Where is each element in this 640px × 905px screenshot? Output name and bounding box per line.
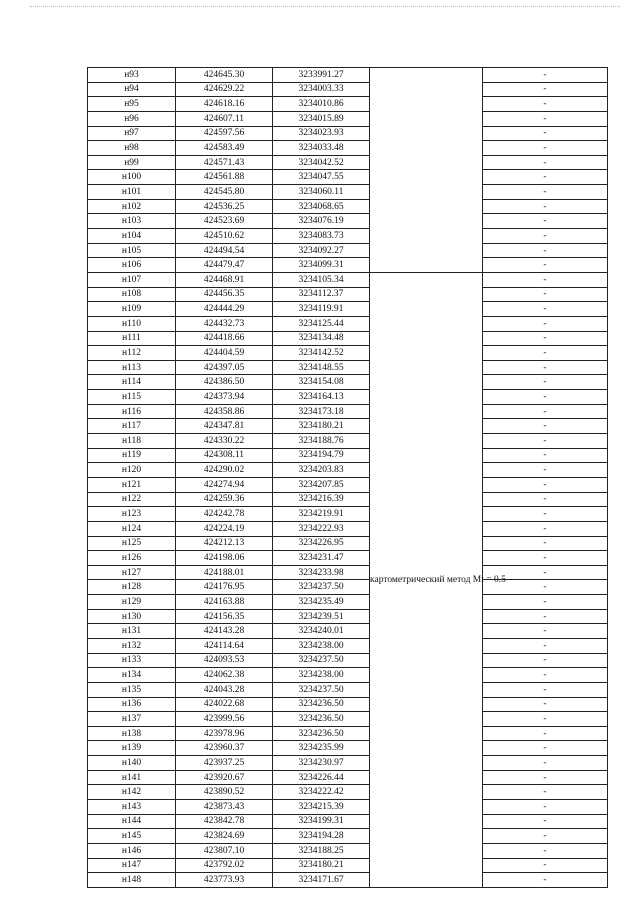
y-coordinate-cell: 3234033.48 bbox=[273, 141, 370, 156]
table-row bbox=[88, 463, 608, 478]
y-coordinate-cell: 3234237.50 bbox=[273, 682, 370, 697]
table-row bbox=[88, 507, 608, 522]
description-cell: - bbox=[483, 214, 608, 229]
point-number-cell: н138 bbox=[88, 726, 176, 741]
description-cell: - bbox=[483, 360, 608, 375]
point-number-cell: н104 bbox=[88, 229, 176, 244]
x-coordinate-cell: 424468.91 bbox=[176, 272, 273, 287]
x-coordinate-cell: 424259.36 bbox=[176, 492, 273, 507]
description-cell: - bbox=[483, 477, 608, 492]
table-row bbox=[88, 536, 608, 551]
y-coordinate-cell: 3234237.50 bbox=[273, 653, 370, 668]
point-number-cell: н106 bbox=[88, 258, 176, 273]
x-coordinate-cell: 423999.56 bbox=[176, 712, 273, 727]
y-coordinate-cell: 3234239.51 bbox=[273, 609, 370, 624]
point-number-cell: н130 bbox=[88, 609, 176, 624]
point-number-cell: н128 bbox=[88, 580, 176, 595]
description-cell: - bbox=[483, 507, 608, 522]
table-row bbox=[88, 199, 608, 214]
point-number-cell: н148 bbox=[88, 873, 176, 888]
y-coordinate-cell: 3234099.31 bbox=[273, 258, 370, 273]
description-cell: - bbox=[483, 609, 608, 624]
table-row bbox=[88, 229, 608, 244]
table-row bbox=[88, 829, 608, 844]
table-row bbox=[88, 214, 608, 229]
table-row bbox=[88, 565, 608, 580]
y-coordinate-cell: 3234215.39 bbox=[273, 800, 370, 815]
point-number-cell: н96 bbox=[88, 111, 176, 126]
x-coordinate-cell: 423807.10 bbox=[176, 843, 273, 858]
description-cell: - bbox=[483, 302, 608, 317]
table-row bbox=[88, 243, 608, 258]
table-row bbox=[88, 375, 608, 390]
point-number-cell: н93 bbox=[88, 68, 176, 83]
table-row bbox=[88, 258, 608, 273]
table-row bbox=[88, 434, 608, 449]
description-cell: - bbox=[483, 668, 608, 683]
table-row bbox=[88, 272, 608, 287]
point-number-cell: н142 bbox=[88, 785, 176, 800]
y-coordinate-cell: 3234092.27 bbox=[273, 243, 370, 258]
x-coordinate-cell: 424444.29 bbox=[176, 302, 273, 317]
point-number-cell: н102 bbox=[88, 199, 176, 214]
coordinates-table bbox=[87, 67, 608, 888]
point-number-cell: н116 bbox=[88, 404, 176, 419]
y-coordinate-cell: 3234154.08 bbox=[273, 375, 370, 390]
x-coordinate-cell: 424418.66 bbox=[176, 331, 273, 346]
table-row bbox=[88, 68, 608, 83]
y-coordinate-cell: 3234076.19 bbox=[273, 214, 370, 229]
table-row bbox=[88, 858, 608, 873]
description-cell: - bbox=[483, 492, 608, 507]
x-coordinate-cell: 424062.38 bbox=[176, 668, 273, 683]
y-coordinate-cell: 3234226.44 bbox=[273, 770, 370, 785]
x-coordinate-cell: 424373.94 bbox=[176, 390, 273, 405]
y-coordinate-cell: 3234235.99 bbox=[273, 741, 370, 756]
x-coordinate-cell: 424397.05 bbox=[176, 360, 273, 375]
table-row bbox=[88, 287, 608, 302]
description-cell: - bbox=[483, 770, 608, 785]
y-coordinate-cell: 3234060.11 bbox=[273, 185, 370, 200]
table-row bbox=[88, 126, 608, 141]
description-cell: - bbox=[483, 375, 608, 390]
x-coordinate-cell: 424404.59 bbox=[176, 346, 273, 361]
description-cell: - bbox=[483, 68, 608, 83]
x-coordinate-cell: 424176.95 bbox=[176, 580, 273, 595]
table-row bbox=[88, 638, 608, 653]
description-cell: - bbox=[483, 82, 608, 97]
description-cell: - bbox=[483, 565, 608, 580]
y-coordinate-cell: 3233991.27 bbox=[273, 68, 370, 83]
point-number-cell: н134 bbox=[88, 668, 176, 683]
point-number-cell: н98 bbox=[88, 141, 176, 156]
x-coordinate-cell: 424224.19 bbox=[176, 521, 273, 536]
description-cell: - bbox=[483, 126, 608, 141]
table-row bbox=[88, 331, 608, 346]
description-cell: - bbox=[483, 624, 608, 639]
description-cell: - bbox=[483, 638, 608, 653]
description-cell: - bbox=[483, 536, 608, 551]
point-number-cell: н103 bbox=[88, 214, 176, 229]
point-number-cell: н135 bbox=[88, 682, 176, 697]
point-number-cell: н131 bbox=[88, 624, 176, 639]
x-coordinate-cell: 424545.80 bbox=[176, 185, 273, 200]
x-coordinate-cell: 423960.37 bbox=[176, 741, 273, 756]
point-number-cell: н108 bbox=[88, 287, 176, 302]
description-cell: - bbox=[483, 697, 608, 712]
description-cell: - bbox=[483, 873, 608, 888]
x-coordinate-cell: 423792.02 bbox=[176, 858, 273, 873]
description-cell: - bbox=[483, 843, 608, 858]
table-row bbox=[88, 697, 608, 712]
description-cell: - bbox=[483, 258, 608, 273]
method-cell-blank bbox=[370, 68, 483, 273]
point-number-cell: н137 bbox=[88, 712, 176, 727]
x-coordinate-cell: 424583.49 bbox=[176, 141, 273, 156]
point-number-cell: н111 bbox=[88, 331, 176, 346]
x-coordinate-cell: 424143.28 bbox=[176, 624, 273, 639]
point-number-cell: н122 bbox=[88, 492, 176, 507]
x-coordinate-cell: 424536.25 bbox=[176, 199, 273, 214]
point-number-cell: н141 bbox=[88, 770, 176, 785]
x-coordinate-cell: 424479.47 bbox=[176, 258, 273, 273]
point-number-cell: н139 bbox=[88, 741, 176, 756]
y-coordinate-cell: 3234207.85 bbox=[273, 477, 370, 492]
point-number-cell: н117 bbox=[88, 419, 176, 434]
table-row bbox=[88, 82, 608, 97]
x-coordinate-cell: 423890.52 bbox=[176, 785, 273, 800]
x-coordinate-cell: 424645.30 bbox=[176, 68, 273, 83]
table-row bbox=[88, 521, 608, 536]
description-cell: - bbox=[483, 346, 608, 361]
y-coordinate-cell: 3234231.47 bbox=[273, 551, 370, 566]
x-coordinate-cell: 424093.53 bbox=[176, 653, 273, 668]
table-row bbox=[88, 477, 608, 492]
y-coordinate-cell: 3234083.73 bbox=[273, 229, 370, 244]
table-row bbox=[88, 609, 608, 624]
table-row bbox=[88, 873, 608, 888]
y-coordinate-cell: 3234003.33 bbox=[273, 82, 370, 97]
table-row bbox=[88, 580, 608, 595]
point-number-cell: н136 bbox=[88, 697, 176, 712]
y-coordinate-cell: 3234194.28 bbox=[273, 829, 370, 844]
coordinates-table-body bbox=[88, 68, 608, 888]
y-coordinate-cell: 3234180.21 bbox=[273, 858, 370, 873]
x-coordinate-cell: 423937.25 bbox=[176, 756, 273, 771]
point-number-cell: н127 bbox=[88, 565, 176, 580]
description-cell: - bbox=[483, 448, 608, 463]
x-coordinate-cell: 423920.67 bbox=[176, 770, 273, 785]
point-number-cell: н124 bbox=[88, 521, 176, 536]
y-coordinate-cell: 3234230.97 bbox=[273, 756, 370, 771]
x-coordinate-cell: 424510.62 bbox=[176, 229, 273, 244]
method-note-cell: картометрический метод Mt = 0.5 bbox=[370, 272, 483, 887]
y-coordinate-cell: 3234226.95 bbox=[273, 536, 370, 551]
description-cell: - bbox=[483, 111, 608, 126]
y-coordinate-cell: 3234222.42 bbox=[273, 785, 370, 800]
point-number-cell: н125 bbox=[88, 536, 176, 551]
table-row bbox=[88, 785, 608, 800]
table-row bbox=[88, 741, 608, 756]
x-coordinate-cell: 424571.43 bbox=[176, 155, 273, 170]
description-cell: - bbox=[483, 463, 608, 478]
description-cell: - bbox=[483, 141, 608, 156]
point-number-cell: н115 bbox=[88, 390, 176, 405]
point-number-cell: н120 bbox=[88, 463, 176, 478]
point-number-cell: н144 bbox=[88, 814, 176, 829]
point-number-cell: н99 bbox=[88, 155, 176, 170]
x-coordinate-cell: 424597.56 bbox=[176, 126, 273, 141]
point-number-cell: н129 bbox=[88, 595, 176, 610]
y-coordinate-cell: 3234219.91 bbox=[273, 507, 370, 522]
description-cell: - bbox=[483, 712, 608, 727]
y-coordinate-cell: 3234105.34 bbox=[273, 272, 370, 287]
y-coordinate-cell: 3234023.93 bbox=[273, 126, 370, 141]
table-row bbox=[88, 668, 608, 683]
table-row bbox=[88, 170, 608, 185]
table-row bbox=[88, 419, 608, 434]
point-number-cell: н107 bbox=[88, 272, 176, 287]
description-cell: - bbox=[483, 785, 608, 800]
table-row bbox=[88, 682, 608, 697]
y-coordinate-cell: 3234134.48 bbox=[273, 331, 370, 346]
table-row bbox=[88, 624, 608, 639]
y-coordinate-cell: 3234188.76 bbox=[273, 434, 370, 449]
table-row bbox=[88, 155, 608, 170]
table-row bbox=[88, 111, 608, 126]
description-cell: - bbox=[483, 800, 608, 815]
point-number-cell: н147 bbox=[88, 858, 176, 873]
x-coordinate-cell: 424607.11 bbox=[176, 111, 273, 126]
description-cell: - bbox=[483, 419, 608, 434]
x-coordinate-cell: 424308.11 bbox=[176, 448, 273, 463]
y-coordinate-cell: 3234203.83 bbox=[273, 463, 370, 478]
table-row bbox=[88, 814, 608, 829]
description-cell: - bbox=[483, 829, 608, 844]
y-coordinate-cell: 3234015.89 bbox=[273, 111, 370, 126]
x-coordinate-cell: 424022.68 bbox=[176, 697, 273, 712]
x-coordinate-cell: 424188.01 bbox=[176, 565, 273, 580]
point-number-cell: н101 bbox=[88, 185, 176, 200]
y-coordinate-cell: 3234236.50 bbox=[273, 697, 370, 712]
x-coordinate-cell: 424212.13 bbox=[176, 536, 273, 551]
description-cell: - bbox=[483, 726, 608, 741]
y-coordinate-cell: 3234240.01 bbox=[273, 624, 370, 639]
x-coordinate-cell: 423842.78 bbox=[176, 814, 273, 829]
description-cell: - bbox=[483, 434, 608, 449]
point-number-cell: н126 bbox=[88, 551, 176, 566]
table-row bbox=[88, 770, 608, 785]
x-coordinate-cell: 424456.35 bbox=[176, 287, 273, 302]
point-number-cell: н118 bbox=[88, 434, 176, 449]
y-coordinate-cell: 3234171.67 bbox=[273, 873, 370, 888]
description-cell: - bbox=[483, 97, 608, 112]
description-cell: - bbox=[483, 756, 608, 771]
table-row bbox=[88, 404, 608, 419]
x-coordinate-cell: 424156.35 bbox=[176, 609, 273, 624]
point-number-cell: н100 bbox=[88, 170, 176, 185]
y-coordinate-cell: 3234119.91 bbox=[273, 302, 370, 317]
x-coordinate-cell: 424242.78 bbox=[176, 507, 273, 522]
x-coordinate-cell: 424163.88 bbox=[176, 595, 273, 610]
point-number-cell: н143 bbox=[88, 800, 176, 815]
x-coordinate-cell: 424114.64 bbox=[176, 638, 273, 653]
table-row bbox=[88, 302, 608, 317]
description-cell: - bbox=[483, 858, 608, 873]
table-row bbox=[88, 756, 608, 771]
y-coordinate-cell: 3234194.79 bbox=[273, 448, 370, 463]
description-cell: - bbox=[483, 390, 608, 405]
description-cell: - bbox=[483, 595, 608, 610]
x-coordinate-cell: 424274.94 bbox=[176, 477, 273, 492]
x-coordinate-cell: 424347.81 bbox=[176, 419, 273, 434]
y-coordinate-cell: 3234233.98 bbox=[273, 565, 370, 580]
table-row bbox=[88, 492, 608, 507]
y-coordinate-cell: 3234188.25 bbox=[273, 843, 370, 858]
description-cell: - bbox=[483, 170, 608, 185]
description-cell: - bbox=[483, 316, 608, 331]
description-cell: - bbox=[483, 185, 608, 200]
x-coordinate-cell: 424330.22 bbox=[176, 434, 273, 449]
y-coordinate-cell: 3234238.00 bbox=[273, 668, 370, 683]
table-row bbox=[88, 653, 608, 668]
x-coordinate-cell: 424494.54 bbox=[176, 243, 273, 258]
table-row bbox=[88, 800, 608, 815]
point-number-cell: н145 bbox=[88, 829, 176, 844]
x-coordinate-cell: 423824.69 bbox=[176, 829, 273, 844]
y-coordinate-cell: 3234125.44 bbox=[273, 316, 370, 331]
point-number-cell: н146 bbox=[88, 843, 176, 858]
table-row bbox=[88, 360, 608, 375]
y-coordinate-cell: 3234238.00 bbox=[273, 638, 370, 653]
y-coordinate-cell: 3234068.65 bbox=[273, 199, 370, 214]
description-cell: - bbox=[483, 272, 608, 287]
y-coordinate-cell: 3234237.50 bbox=[273, 580, 370, 595]
point-number-cell: н97 bbox=[88, 126, 176, 141]
y-coordinate-cell: 3234142.52 bbox=[273, 346, 370, 361]
table-row bbox=[88, 726, 608, 741]
x-coordinate-cell: 424618.16 bbox=[176, 97, 273, 112]
table-row bbox=[88, 346, 608, 361]
x-coordinate-cell: 423873.43 bbox=[176, 800, 273, 815]
point-number-cell: н94 bbox=[88, 82, 176, 97]
y-coordinate-cell: 3234235.49 bbox=[273, 595, 370, 610]
y-coordinate-cell: 3234047.55 bbox=[273, 170, 370, 185]
table-row bbox=[88, 141, 608, 156]
y-coordinate-cell: 3234164.13 bbox=[273, 390, 370, 405]
table-row bbox=[88, 595, 608, 610]
scan-artifact bbox=[30, 6, 620, 9]
table-row bbox=[88, 390, 608, 405]
description-cell: - bbox=[483, 155, 608, 170]
description-cell: - bbox=[483, 229, 608, 244]
x-coordinate-cell: 424198.06 bbox=[176, 551, 273, 566]
table-row bbox=[88, 551, 608, 566]
point-number-cell: н95 bbox=[88, 97, 176, 112]
point-number-cell: н121 bbox=[88, 477, 176, 492]
x-coordinate-cell: 424523.69 bbox=[176, 214, 273, 229]
y-coordinate-cell: 3234148.55 bbox=[273, 360, 370, 375]
x-coordinate-cell: 424386.50 bbox=[176, 375, 273, 390]
y-coordinate-cell: 3234199.31 bbox=[273, 814, 370, 829]
y-coordinate-cell: 3234112.37 bbox=[273, 287, 370, 302]
point-number-cell: н133 bbox=[88, 653, 176, 668]
table-row bbox=[88, 316, 608, 331]
description-cell: - bbox=[483, 741, 608, 756]
x-coordinate-cell: 423978.96 bbox=[176, 726, 273, 741]
point-number-cell: н105 bbox=[88, 243, 176, 258]
description-cell: - bbox=[483, 521, 608, 536]
x-coordinate-cell: 424561.88 bbox=[176, 170, 273, 185]
description-cell: - bbox=[483, 580, 608, 595]
description-cell: - bbox=[483, 243, 608, 258]
description-cell: - bbox=[483, 551, 608, 566]
description-cell: - bbox=[483, 331, 608, 346]
y-coordinate-cell: 3234042.52 bbox=[273, 155, 370, 170]
point-number-cell: н112 bbox=[88, 346, 176, 361]
x-coordinate-cell: 424432.73 bbox=[176, 316, 273, 331]
point-number-cell: н119 bbox=[88, 448, 176, 463]
point-number-cell: н123 bbox=[88, 507, 176, 522]
y-coordinate-cell: 3234180.21 bbox=[273, 419, 370, 434]
point-number-cell: н140 bbox=[88, 756, 176, 771]
point-number-cell: н109 bbox=[88, 302, 176, 317]
description-cell: - bbox=[483, 287, 608, 302]
y-coordinate-cell: 3234236.50 bbox=[273, 712, 370, 727]
point-number-cell: н114 bbox=[88, 375, 176, 390]
y-coordinate-cell: 3234010.86 bbox=[273, 97, 370, 112]
x-coordinate-cell: 424043.28 bbox=[176, 682, 273, 697]
table-row bbox=[88, 448, 608, 463]
table-row bbox=[88, 97, 608, 112]
table-row bbox=[88, 712, 608, 727]
point-number-cell: н132 bbox=[88, 638, 176, 653]
table-row bbox=[88, 843, 608, 858]
description-cell: - bbox=[483, 199, 608, 214]
x-coordinate-cell: 423773.93 bbox=[176, 873, 273, 888]
point-number-cell: н113 bbox=[88, 360, 176, 375]
y-coordinate-cell: 3234222.93 bbox=[273, 521, 370, 536]
point-number-cell: н110 bbox=[88, 316, 176, 331]
description-cell: - bbox=[483, 682, 608, 697]
y-coordinate-cell: 3234216.39 bbox=[273, 492, 370, 507]
x-coordinate-cell: 424629.22 bbox=[176, 82, 273, 97]
y-coordinate-cell: 3234236.50 bbox=[273, 726, 370, 741]
table-row bbox=[88, 185, 608, 200]
x-coordinate-cell: 424358.86 bbox=[176, 404, 273, 419]
x-coordinate-cell: 424290.02 bbox=[176, 463, 273, 478]
description-cell: - bbox=[483, 653, 608, 668]
description-cell: - bbox=[483, 814, 608, 829]
description-cell: - bbox=[483, 404, 608, 419]
y-coordinate-cell: 3234173.18 bbox=[273, 404, 370, 419]
